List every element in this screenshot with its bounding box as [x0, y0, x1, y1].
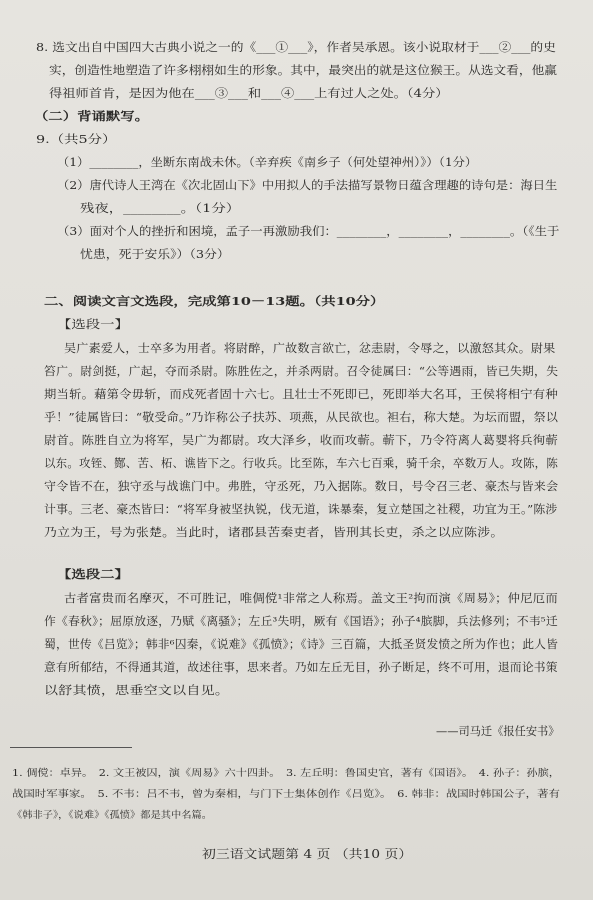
- selection-one-label: 【选段一】: [57, 317, 129, 331]
- page-footer: 初三语文试题第 4 页 （共10 页）: [202, 847, 413, 861]
- q8-line-2: 实，创造性地塑造了许多栩栩如生的形象。其中，最突出的就是这位猴王。从选文看，他赢: [49, 63, 557, 77]
- selection-two-line-3: 蜀，世传《吕览》；韩非⁶囚秦，《说难》《孤愤》；《诗》三百篇，大抵圣贤发愤之所为作也；此人皆: [44, 638, 559, 651]
- selection-two-line-5: 以舒其愤，思垂空文以自见。: [44, 684, 230, 697]
- selection-one-line-1: 吴广素爱人，士卒多为用者。将尉醉，广故数言欲亡，忿恚尉，令辱之，以激怒其众。尉果: [64, 342, 556, 355]
- selection-two-label: 【选段二】: [57, 567, 129, 581]
- q8-line-1: 8. 选文出自中国四大古典小说之一的《___①___》，作者吴承恩。该小说取材于___②___的史: [36, 40, 556, 54]
- q8-line-3: 得祖师首肯，是因为他在___③___和___④___上有过人之处。（4分）: [49, 86, 449, 100]
- selection-two-line-2: 作《春秋》；屈原放逐，乃赋《离骚》；左丘³失明，厥有《国语》；孙子⁴膑脚，兵法修列；不韦⁵迁: [44, 615, 558, 628]
- selection-one-line-5: 尉首。陈胜自立为将军，吴广为都尉。攻大泽乡，收而攻蕲。蕲下，乃令符离人葛婴将兵徇蕲: [44, 434, 558, 447]
- footnote-line-3: 《韩非子》，《说难》《孤愤》都是其中名篇。: [12, 810, 213, 821]
- selection-one-line-8: 计事。三老、豪杰皆曰：“将军身被坚执锐，伐无道，诛暴秦，复立楚国之社稷，功宜为王。”陈涉: [44, 503, 558, 516]
- q9-item-2-line-1: （2）唐代诗人王湾在《次北固山下》中用拟人的手法描写景物日蕴含理趣的诗句是：海日生: [57, 178, 558, 192]
- q9-item-3-line-2: 忧患，死于安乐》）（3分）: [80, 247, 230, 261]
- footnote-divider: [10, 747, 132, 748]
- selection-one-line-2: 笞广。尉剑挺，广起，夺而杀尉。陈胜佐之，并杀两尉。召令徒属曰：“公等遇雨，皆已失期，失: [44, 365, 559, 378]
- part-two-heading: 二、阅读文言文选段，完成第10－13题。（共10分）: [44, 294, 385, 308]
- selection-one-line-3: 期当斩。藉第令毋斩，而戍死者固十六七。且壮士不死即已，死即举大名耳，王侯将相宁有种: [44, 388, 558, 401]
- selection-one-line-6: 以东。攻铚、酂、苦、柘、谯皆下之。行收兵。比至陈，车六七百乘，骑千余，卒数万人。攻陈，陈: [44, 457, 559, 470]
- source-attribution: ——司马迁《报任安书》: [436, 724, 560, 738]
- footnote-line-2: 战国时军事家。 5. 不韦：吕不韦，曾为秦相，与门下士集体创作《吕览》。 6. 韩非：战国时韩国公子，著有: [12, 789, 560, 800]
- q9-item-1: （1）________，坐断东南战未休。（辛弃疾《南乡子（何处望神州）》）（1分）: [57, 155, 478, 169]
- section-recite-heading: （二）背诵默写。: [34, 109, 149, 123]
- selection-two-line-1: 古者富贵而名摩灭，不可胜记，唯倜傥¹非常之人称焉。盖文王²拘而演《周易》；仲尼厄而: [64, 592, 558, 605]
- q9-header: 9.（共5分）: [36, 132, 117, 146]
- q9-item-2-line-2: 残夜，________。（1分）: [80, 201, 241, 215]
- q9-item-3-line-1: （3）面对个人的挫折和困境，孟子一再激励我们：________，________，________。（《生于: [57, 224, 560, 238]
- selection-two-line-4: 意有所郁结，不得通其道，故述往事，思来者。乃如左丘无目，孙子断足，终不可用，退而论书策: [44, 661, 558, 674]
- selection-one-line-9: 乃立为王，号为张楚。当此时，诸郡县苦秦吏者，皆刑其长吏，杀之以应陈涉。: [44, 526, 504, 539]
- selection-one-line-4: 乎！”徒属皆曰：“敬受命。”乃诈称公子扶苏、项燕，从民欲也。袒右，称大楚。为坛而盟，祭以: [44, 411, 559, 424]
- footnote-line-1: 1. 倜傥：卓异。 2. 文王被囚，演《周易》六十四卦。 3. 左丘明：鲁国史官，著有《国语》。 4. 孙子：孙膑，: [12, 768, 560, 779]
- selection-one-line-7: 守令皆不在，独守丞与战谯门中。弗胜，守丞死，乃入据陈。数日，号令召三老、豪杰与皆来会: [44, 480, 559, 493]
